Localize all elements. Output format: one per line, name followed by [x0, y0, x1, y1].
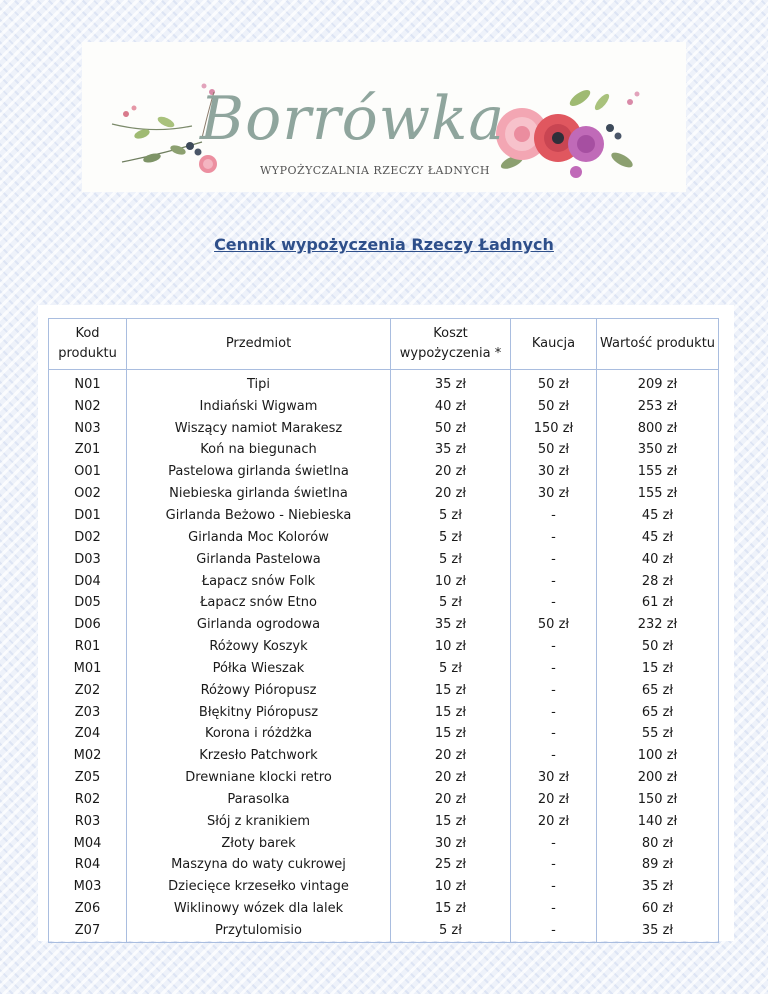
cell-rental-cost: 20 zł	[391, 461, 511, 483]
cell-rental-cost: 20 zł	[391, 745, 511, 767]
cell-item: Tipi	[127, 370, 391, 396]
cell-product-value: 100 zł	[597, 745, 719, 767]
cell-product-code: D06	[49, 614, 127, 636]
cell-item: Girlanda Moc Kolorów	[127, 527, 391, 549]
price-table	[48, 318, 719, 943]
cell-deposit: 30 zł	[511, 461, 597, 483]
cell-rental-cost: 5 zł	[391, 505, 511, 527]
table-row	[49, 680, 719, 702]
cell-item: Łapacz snów Folk	[127, 571, 391, 593]
cell-rental-cost: 20 zł	[391, 767, 511, 789]
cell-product-value: 65 zł	[597, 680, 719, 702]
cell-deposit: -	[511, 876, 597, 898]
cell-rental-cost: 40 zł	[391, 396, 511, 418]
cell-item: Wiklinowy wózek dla lalek	[127, 898, 391, 920]
cell-rental-cost: 5 zł	[391, 527, 511, 549]
cell-deposit: 50 zł	[511, 396, 597, 418]
cell-rental-cost: 30 zł	[391, 833, 511, 855]
table-row	[49, 767, 719, 789]
cell-product-value: 89 zł	[597, 855, 719, 877]
table-row	[49, 898, 719, 920]
table-row	[49, 418, 719, 440]
cell-deposit: -	[511, 505, 597, 527]
table-row	[49, 702, 719, 724]
table-row	[49, 483, 719, 505]
cell-item: Półka Wieszak	[127, 658, 391, 680]
cell-product-code: D03	[49, 549, 127, 571]
cell-rental-cost: 20 zł	[391, 789, 511, 811]
cell-rental-cost: 15 zł	[391, 724, 511, 746]
cell-product-code: M01	[49, 658, 127, 680]
cell-product-code: Z02	[49, 680, 127, 702]
cell-rental-cost: 35 zł	[391, 370, 511, 396]
cell-deposit: -	[511, 724, 597, 746]
cell-rental-cost: 25 zł	[391, 855, 511, 877]
cell-product-value: 45 zł	[597, 505, 719, 527]
cell-rental-cost: 10 zł	[391, 636, 511, 658]
table-row	[49, 636, 719, 658]
cell-deposit: -	[511, 636, 597, 658]
cell-deposit: 20 zł	[511, 789, 597, 811]
cell-product-value: 209 zł	[597, 370, 719, 396]
cell-item: Wiszący namiot Marakesz	[127, 418, 391, 440]
table-row	[49, 855, 719, 877]
page-title: Cennik wypożyczenia Rzeczy Ładnych	[214, 235, 554, 254]
cell-item: Girlanda Beżowo - Niebieska	[127, 505, 391, 527]
cell-rental-cost: 15 zł	[391, 680, 511, 702]
cell-product-code: O02	[49, 483, 127, 505]
cell-product-value: 140 zł	[597, 811, 719, 833]
table-row	[49, 592, 719, 614]
brand-tagline: WYPOŻYCZALNIA RZECZY ŁADNYCH	[260, 164, 491, 177]
cell-item: Drewniane klocki retro	[127, 767, 391, 789]
cell-product-code: Z06	[49, 898, 127, 920]
cell-product-value: 80 zł	[597, 833, 719, 855]
table-row	[49, 440, 719, 462]
table-row	[49, 527, 719, 549]
cell-item: Girlanda Pastelowa	[127, 549, 391, 571]
header-product-code: Kod produktu	[49, 319, 127, 370]
right-flower-bouquet	[496, 87, 640, 178]
cell-item: Przytulomisio	[127, 920, 391, 942]
cell-product-code: D02	[49, 527, 127, 549]
logo-banner	[82, 42, 686, 192]
cell-rental-cost: 5 zł	[391, 549, 511, 571]
cell-item: Łapacz snów Etno	[127, 592, 391, 614]
cell-product-value: 55 zł	[597, 724, 719, 746]
table-row	[49, 370, 719, 396]
cell-deposit: -	[511, 527, 597, 549]
cell-product-code: Z03	[49, 702, 127, 724]
cell-rental-cost: 10 zł	[391, 876, 511, 898]
cell-deposit: -	[511, 592, 597, 614]
table-row	[49, 461, 719, 483]
cell-product-code: Z07	[49, 920, 127, 942]
cell-rental-cost: 35 zł	[391, 440, 511, 462]
cell-rental-cost: 15 zł	[391, 811, 511, 833]
table-row	[49, 920, 719, 942]
cell-deposit: -	[511, 658, 597, 680]
cell-product-value: 155 zł	[597, 483, 719, 505]
cell-product-code: Z04	[49, 724, 127, 746]
table-row	[49, 571, 719, 593]
cell-deposit: 20 zł	[511, 811, 597, 833]
table-row	[49, 658, 719, 680]
cell-deposit: 50 zł	[511, 614, 597, 636]
cell-item: Krzesło Patchwork	[127, 745, 391, 767]
cell-product-code: D01	[49, 505, 127, 527]
cell-product-code: M04	[49, 833, 127, 855]
cell-item: Indiański Wigwam	[127, 396, 391, 418]
cell-product-value: 253 zł	[597, 396, 719, 418]
cell-product-value: 15 zł	[597, 658, 719, 680]
cell-product-value: 232 zł	[597, 614, 719, 636]
cell-item: Korona i różdżka	[127, 724, 391, 746]
cell-deposit: 150 zł	[511, 418, 597, 440]
cell-deposit: -	[511, 898, 597, 920]
cell-product-code: Z05	[49, 767, 127, 789]
cell-product-value: 200 zł	[597, 767, 719, 789]
cell-item: Niebieska girlanda świetlna	[127, 483, 391, 505]
cell-product-code: R03	[49, 811, 127, 833]
cell-product-code: R02	[49, 789, 127, 811]
cell-product-value: 45 zł	[597, 527, 719, 549]
table-row	[49, 876, 719, 898]
cell-deposit: -	[511, 702, 597, 724]
cell-product-value: 65 zł	[597, 702, 719, 724]
cell-deposit: -	[511, 571, 597, 593]
brand-name: Borrówka	[200, 84, 506, 154]
cell-product-value: 350 zł	[597, 440, 719, 462]
table-row	[49, 396, 719, 418]
cell-rental-cost: 10 zł	[391, 571, 511, 593]
cell-deposit: -	[511, 549, 597, 571]
cell-product-value: 35 zł	[597, 920, 719, 942]
cell-item: Różowy Koszyk	[127, 636, 391, 658]
cell-deposit: 50 zł	[511, 370, 597, 396]
cell-product-value: 28 zł	[597, 571, 719, 593]
cell-rental-cost: 20 zł	[391, 483, 511, 505]
cell-rental-cost: 5 zł	[391, 592, 511, 614]
cell-rental-cost: 50 zł	[391, 418, 511, 440]
cell-item: Maszyna do waty cukrowej	[127, 855, 391, 877]
header-product-value: Wartość produktu	[597, 319, 719, 370]
cell-item: Parasolka	[127, 789, 391, 811]
table-row	[49, 745, 719, 767]
cell-product-value: 50 zł	[597, 636, 719, 658]
table-row	[49, 549, 719, 571]
cell-product-code: N03	[49, 418, 127, 440]
cell-item: Pastelowa girlanda świetlna	[127, 461, 391, 483]
cell-deposit: -	[511, 855, 597, 877]
header-rental-cost: Koszt wypożyczenia *	[391, 319, 511, 370]
cell-item: Słój z kranikiem	[127, 811, 391, 833]
table-row	[49, 833, 719, 855]
cell-product-value: 61 zł	[597, 592, 719, 614]
cell-deposit: -	[511, 833, 597, 855]
cell-rental-cost: 15 zł	[391, 898, 511, 920]
cell-deposit: 30 zł	[511, 767, 597, 789]
cell-product-code: N01	[49, 370, 127, 396]
cell-deposit: 30 zł	[511, 483, 597, 505]
cell-product-code: D04	[49, 571, 127, 593]
cell-product-code: N02	[49, 396, 127, 418]
table-row	[49, 614, 719, 636]
table-row	[49, 724, 719, 746]
cell-deposit: -	[511, 745, 597, 767]
cell-deposit: -	[511, 680, 597, 702]
cell-product-value: 800 zł	[597, 418, 719, 440]
cell-product-code: D05	[49, 592, 127, 614]
cell-deposit: -	[511, 920, 597, 942]
cell-product-code: R01	[49, 636, 127, 658]
cell-item: Dziecięce krzesełko vintage	[127, 876, 391, 898]
table-row	[49, 789, 719, 811]
cell-item: Złoty barek	[127, 833, 391, 855]
cell-rental-cost: 35 zł	[391, 614, 511, 636]
cell-product-value: 150 zł	[597, 789, 719, 811]
cell-product-value: 35 zł	[597, 876, 719, 898]
header-deposit: Kaucja	[511, 319, 597, 370]
table-header-row	[49, 319, 719, 370]
cell-product-value: 60 zł	[597, 898, 719, 920]
table-row	[49, 811, 719, 833]
cell-product-code: O01	[49, 461, 127, 483]
cell-product-value: 40 zł	[597, 549, 719, 571]
cell-item: Różowy Pióropusz	[127, 680, 391, 702]
table-body	[49, 370, 719, 943]
cell-product-code: R04	[49, 855, 127, 877]
cell-rental-cost: 5 zł	[391, 920, 511, 942]
cell-item: Koń na biegunach	[127, 440, 391, 462]
cell-product-value: 155 zł	[597, 461, 719, 483]
table-row	[49, 505, 719, 527]
cell-item: Girlanda ogrodowa	[127, 614, 391, 636]
header-item: Przedmiot	[127, 319, 391, 370]
cell-item: Błękitny Pióropusz	[127, 702, 391, 724]
cell-product-code: M02	[49, 745, 127, 767]
cell-deposit: 50 zł	[511, 440, 597, 462]
cell-product-code: Z01	[49, 440, 127, 462]
cell-rental-cost: 15 zł	[391, 702, 511, 724]
cell-product-code: M03	[49, 876, 127, 898]
cell-rental-cost: 5 zł	[391, 658, 511, 680]
